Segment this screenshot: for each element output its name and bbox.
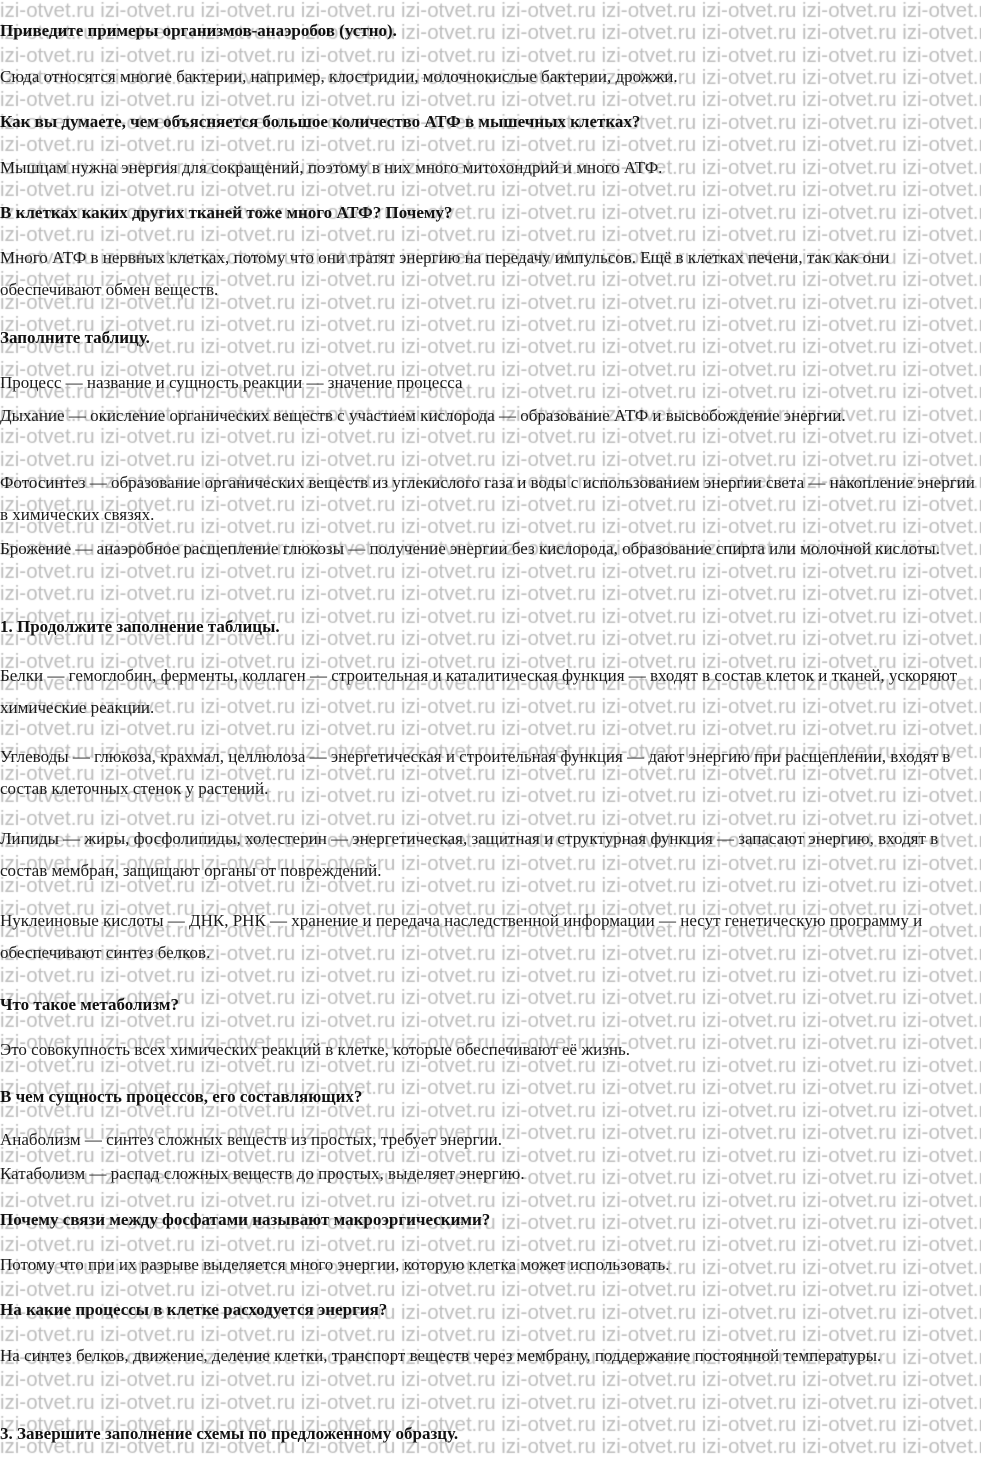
question-heading: В клетках каких других тканей тоже много АТФ? Почему? xyxy=(0,203,453,222)
question-heading: Что такое метаболизм? xyxy=(0,995,180,1014)
question-heading: Как вы думаете, чем объясняется большое количество АТФ в мышечных клетках? xyxy=(0,112,641,131)
question-heading: 1. Продолжите заполнение таблицы. xyxy=(0,617,280,636)
table-row-text: Нуклеиновые кислоты — ДНК, РНК — хранение и передача наследственной информации — несут генетическую программу и обеспечивают синтез белков. xyxy=(0,911,923,962)
question-heading: В чем сущность процессов, его составляющих? xyxy=(0,1087,363,1106)
question-heading: На какие процессы в клетке расходуется энергия? xyxy=(0,1300,388,1319)
question-heading: Почему связи между фосфатами называют макроэргическими? xyxy=(0,1210,491,1229)
table-row-text: Белки — гемоглобин, ферменты, коллаген — строительная и каталитическая функция — входят в состав клеток и тканей, ускоряют химические реакции. xyxy=(0,666,958,717)
question-heading: Заполните таблицу. xyxy=(0,328,150,347)
answer-text: На синтез белков, движение, деление клетки, транспорт веществ через мембрану, поддержание постоянной температуры. xyxy=(0,1346,882,1365)
answer-text: Мышцам нужна энергия для сокращений, поэтому в них много митохондрий и много АТФ. xyxy=(0,158,663,177)
table-row-text: Дыхание — окисление органических веществ с участием кислорода — образование АТФ и высвобождение энергии. xyxy=(0,406,846,425)
table-row-text: Брожение — анаэробное расщепление глюкозы — получение энергии без кислорода, образование спирта или молочной кислоты. xyxy=(0,539,940,558)
answer-text: Катаболизм — распад сложных веществ до простых, выделяет энергию. xyxy=(0,1164,525,1183)
answer-text: Это совокупность всех химических реакций в клетке, которые обеспечивают её жизнь. xyxy=(0,1040,631,1059)
question-heading: 3. Завершите заполнение схемы по предложенному образцу. xyxy=(0,1424,459,1443)
answer-text: Сюда относятся многие бактерии, например, клостридии, молочнокислые бактерии, дрожжи. xyxy=(0,67,678,86)
table-row-text: Углеводы — глюкоза, крахмал, целлюлоза — энергетическая и строительная функция — дают энергию при расщеплении, входят в состав клеточных стенок у растений. xyxy=(0,747,951,798)
answer-text: Много АТФ в нервных клетках, потому что они тратят энергию на передачу импульсов. Ещё в клетках печени, так как они обеспечивают обмен веществ. xyxy=(0,248,890,299)
question-heading: Приведите примеры организмов-анаэробов (устно). xyxy=(0,21,397,40)
table-row-text: Процесс — название и сущность реакции — значение процесса xyxy=(0,373,463,392)
answer-text: Потому что при их разрыве выделяется много энергии, которую клетка может использовать. xyxy=(0,1255,670,1274)
table-row-text: Фотосинтез — образование органических веществ из углекислого газа и воды с использованием энергии света — накопление энергии в химических связях. xyxy=(0,473,975,524)
table-row-text: Липиды — жиры, фосфолипиды, холестерин — энергетическая, защитная и структурная функция — запасают энергию, входят в состав мембран, защищают органы от повреждений. xyxy=(0,829,939,880)
answer-text: Анаболизм — синтез сложных веществ из простых, требует энергии. xyxy=(0,1130,502,1149)
